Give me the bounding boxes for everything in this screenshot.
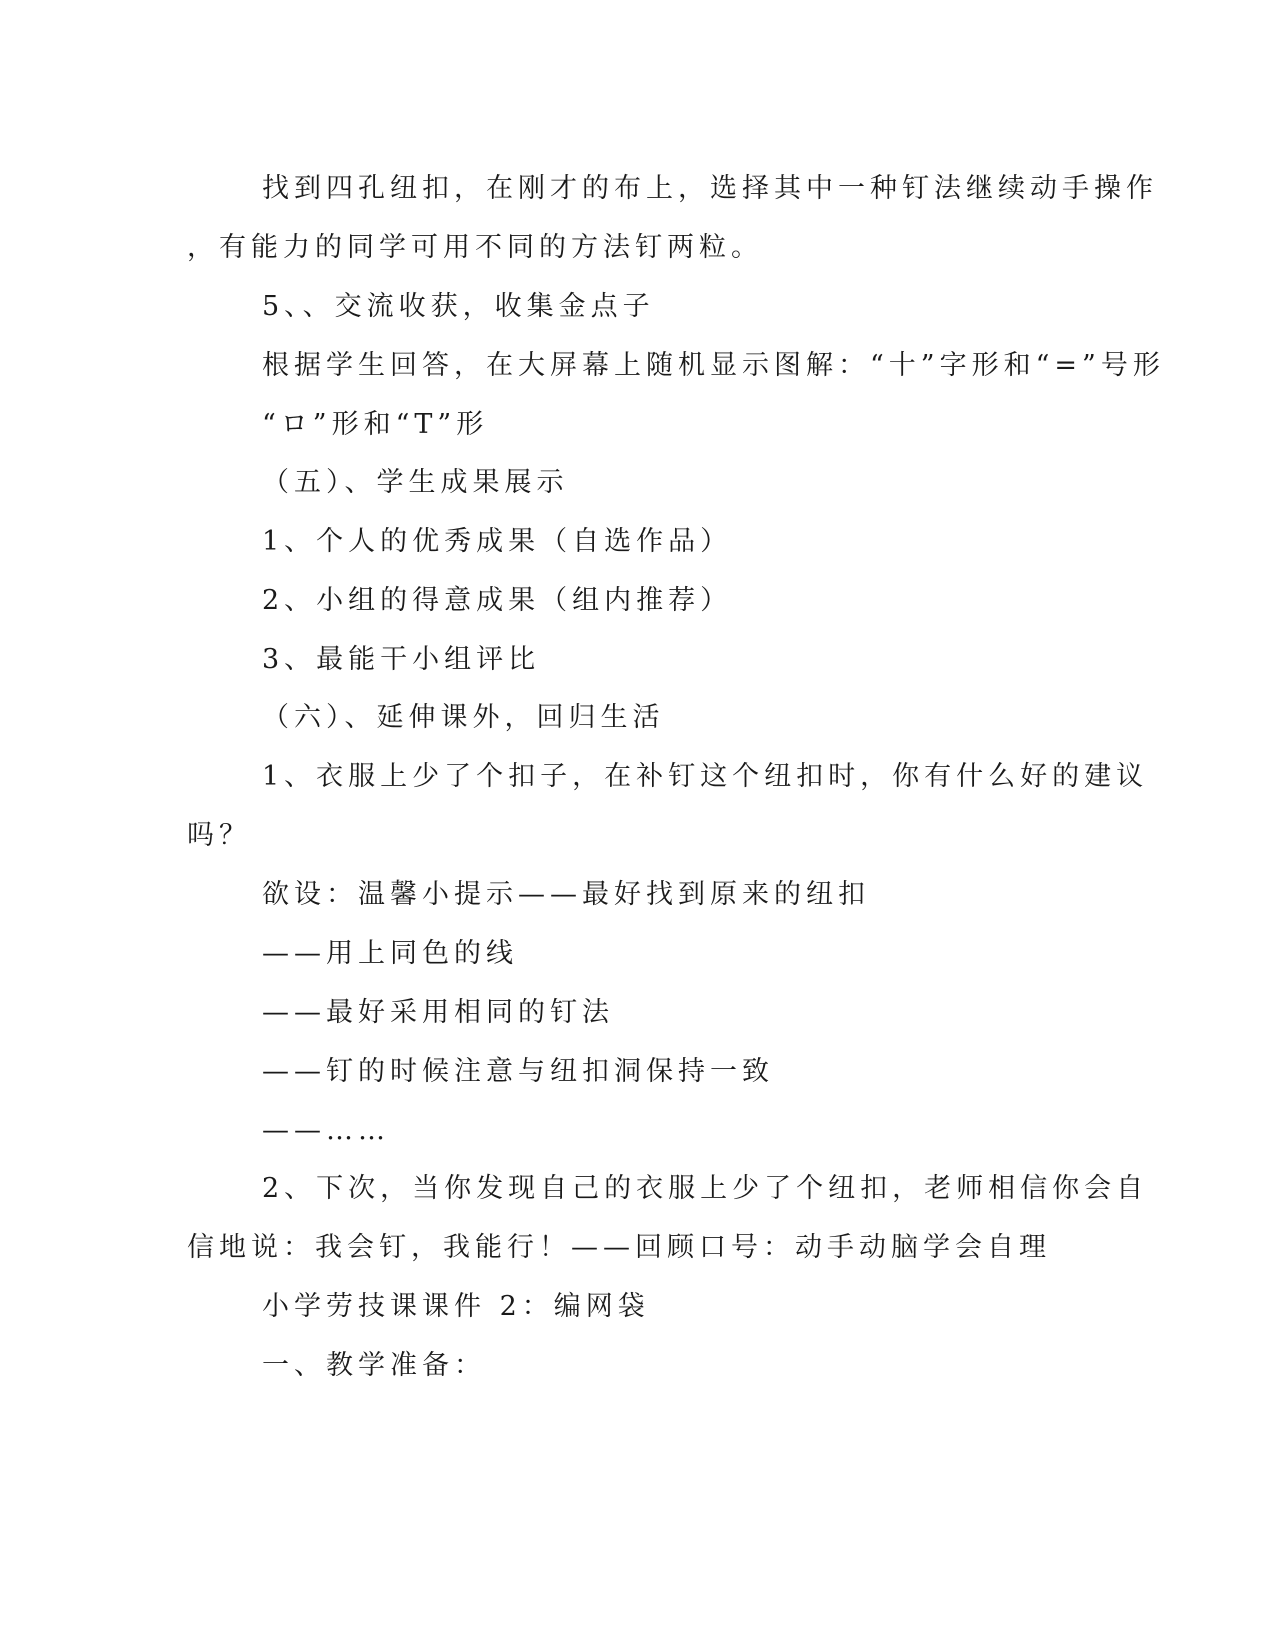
section-heading: 小学劳技课课件 2：编网袋: [262, 1291, 650, 1322]
section-heading: （五）、学生成果展示: [262, 467, 569, 498]
paragraph-line: ，有能力的同学可用不同的方法钉两粒。: [187, 232, 763, 263]
paragraph-line: 找到四孔纽扣，在刚才的布上，选择其中一种钉法继续动手操作: [262, 173, 1158, 204]
list-item: 1、个人的优秀成果（自选作品）: [262, 526, 733, 557]
tip-line: ——……: [262, 1115, 390, 1146]
section-heading: 5、、交流收获，收集金点子: [262, 291, 655, 322]
section-heading: （六）、延伸课外，回归生活: [262, 702, 665, 733]
paragraph-line: 2、下次，当你发现自己的衣服上少了个纽扣，老师相信你会自: [262, 1173, 1149, 1204]
tip-line: ——最好采用相同的钉法: [262, 997, 614, 1028]
paragraph-line: 信地说：我会钉，我能行！——回顾口号：动手动脑学会自理: [187, 1232, 1051, 1263]
paragraph-line: 根据学生回答，在大屏幕上随机显示图解：“十”字形和“=”号形: [262, 350, 1165, 381]
paragraph-line: “ロ”形和“T”形: [262, 409, 489, 440]
paragraph-line: 吗？: [187, 820, 251, 851]
list-item: 2、小组的得意成果（组内推荐）: [262, 585, 733, 616]
paragraph-line: 1、衣服上少了个扣子，在补钉这个纽扣时，你有什么好的建议: [262, 761, 1149, 792]
list-item: 3、最能干小组评比: [262, 644, 541, 675]
tip-line: ——钉的时候注意与纽扣洞保持一致: [262, 1056, 774, 1087]
section-heading: 一、教学准备：: [262, 1350, 486, 1381]
tip-line: ——用上同色的线: [262, 938, 518, 969]
tip-line: 欲设：温馨小提示——最好找到原来的纽扣: [262, 879, 870, 910]
